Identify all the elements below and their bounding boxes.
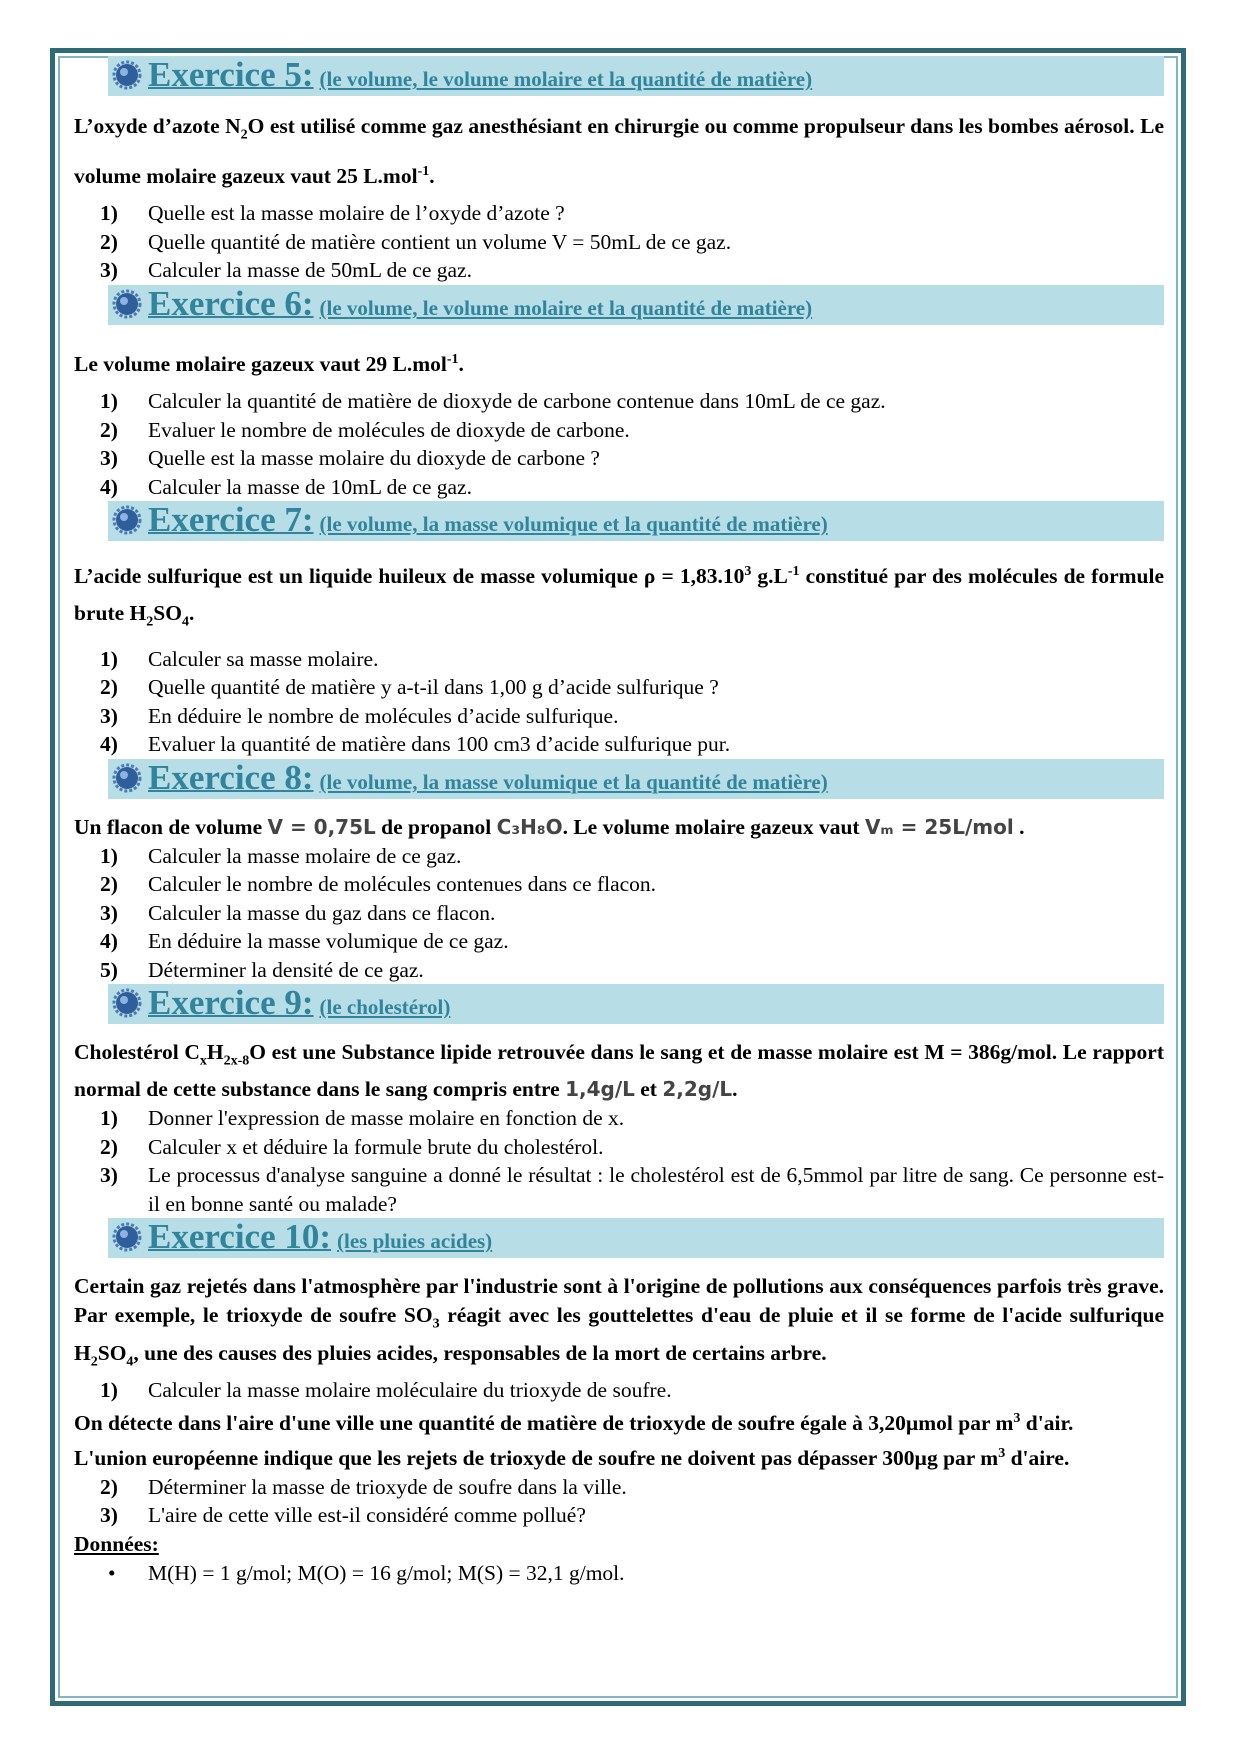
- gear-bullet-icon: [112, 763, 142, 793]
- gear-bullet-icon: [112, 289, 142, 319]
- question-item: 4) Evaluer la quantité de matière dans 100 cm3 d’acide sulfurique pur.: [100, 732, 731, 757]
- question-item: 2) Calculer x et déduire la formule brute du cholestérol.: [100, 1134, 604, 1159]
- exercise-10-paragraph-2: On détecte dans l'aire d'une ville une quantité de matière de trioxyde de soufre égale à 3,20µmol par $m^3$ d'air.: [74, 1411, 1074, 1436]
- exercise-9-intro: Cholestérol $C_xH_{2x-8}O$ est une Substance lipide retrouvée dans le sang et de masse molaire est M = 386g/mol. Le rapport normal de cette substance dans le sang compris entre 1,4g/L et 2,2g/L.: [74, 1040, 1164, 1102]
- exercise-10-intro: Certain gaz rejetés dans l'atmosphère par l'industrie sont à l'origine de pollutions aux conséquences parfois très grave. Par exemple, le trioxyde de soufre $SO_3$ réagit avec les gouttelettes d'eau de pluie et il se forme de l'acide sulfurique $H_2SO_4$, une des causes des pluies acides, responsables de la mort de certains arbre.: [74, 1274, 1164, 1369]
- exercise-subtitle: (le volume, la masse volumique et la quantité de matière): [319, 512, 828, 537]
- question-item: 3) L'aire de cette ville est-il considéré comme pollué?: [100, 1503, 586, 1528]
- question-item: 2) Déterminer la masse de trioxyde de soufre dans la ville.: [100, 1474, 627, 1499]
- exercise-6-header: [108, 285, 1164, 325]
- exercise-8-questions: [74, 842, 1164, 985]
- gear-bullet-icon: [112, 60, 142, 90]
- exercise-title: Exercice 7:: [148, 500, 314, 540]
- exercise-subtitle: (le volume, le volume molaire et la quantité de matière): [319, 295, 813, 320]
- question-item: 3) Le processus d'analyse sanguine a donné le résultat : le cholestérol est de 6,5mmol par litre de sang. Ce personne est-il en bonne santé ou malade?: [100, 1163, 1164, 1216]
- exercise-9-header: [108, 984, 1164, 1024]
- gear-bullet-icon: [112, 505, 142, 535]
- question-item: 4) Calculer la masse de 10mL de ce gaz.: [100, 474, 472, 499]
- exercise-5-questions: [74, 199, 1164, 285]
- question-item: 3) Calculer la masse de 50mL de ce gaz.: [100, 258, 472, 283]
- question-item: 2) Quelle quantité de matière contient un volume V = 50mL de ce gaz.: [100, 229, 732, 254]
- exercise-10-paragraph-3: L'union européenne indique que les rejets de trioxyde de soufre ne doivent pas dépasser 300µg par $m^3$ d'aire.: [74, 1445, 1070, 1470]
- exercise-9-questions: [74, 1104, 1164, 1218]
- exercise-subtitle: (le volume, la masse volumique et la quantité de matière): [319, 769, 828, 794]
- question-item: 2) Quelle quantité de matière y a-t-il dans 1,00 g d’acide sulfurique ?: [100, 675, 719, 700]
- exercise-6-questions: [74, 387, 1164, 501]
- exercise-6-intro: Le volume molaire gazeux vaut 29 L.mol$^{-1}$.: [74, 351, 464, 377]
- question-item: 4) En déduire la masse volumique de ce gaz.: [100, 929, 509, 954]
- exercise-8-intro: Un flacon de volume V = 0,75L de propanol C₃H₈O. Le volume molaire gazeux vaut Vₘ = 25L/mol .: [74, 814, 1025, 839]
- donnees-text: M(H) = 1 g/mol; M(O) = 16 g/mol; M(S) = 32,1 g/mol.: [148, 1560, 625, 1585]
- gear-bullet-icon: [112, 1222, 142, 1252]
- exercise-subtitle: (le cholestérol): [319, 995, 451, 1020]
- exercise-5-header: [108, 56, 1164, 96]
- exercise-title: Exercice 9:: [148, 983, 314, 1023]
- exercise-title: Exercice 5:: [148, 55, 314, 94]
- gear-bullet-icon: [112, 988, 142, 1018]
- exercise-10-question-1: [74, 1376, 1164, 1405]
- question-item: 1) Calculer sa masse molaire.: [100, 646, 379, 671]
- question-item: 3) Quelle est la masse molaire du dioxyde de carbone ?: [100, 446, 600, 471]
- exercise-title: Exercice 8:: [148, 757, 314, 797]
- exercise-title: Exercice 6:: [148, 283, 314, 323]
- exercise-10-header: [108, 1218, 1164, 1258]
- question-item: 1) Calculer la masse molaire moléculaire du trioxyde de soufre.: [100, 1377, 672, 1402]
- question-item: 5) Déterminer la densité de ce gaz.: [100, 957, 424, 982]
- question-item: 1) Calculer la masse molaire de ce gaz.: [100, 843, 462, 868]
- question-item: 3) En déduire le nombre de molécules d’acide sulfurique.: [100, 703, 619, 728]
- exercise-10-questions: [74, 1473, 1164, 1530]
- question-item: 1) Quelle est la masse molaire de l’oxyde d’azote ?: [100, 201, 565, 226]
- question-item: 3) Calculer la masse du gaz dans ce flacon.: [100, 900, 496, 925]
- exercise-8-header: [108, 759, 1164, 799]
- question-item: 2) Evaluer le nombre de molécules de dioxyde de carbone.: [100, 417, 630, 442]
- bullet: •: [108, 1560, 116, 1585]
- exercise-7-header: [108, 501, 1164, 541]
- exercise-7-questions: [74, 645, 1164, 759]
- donnees-label: Données:: [74, 1531, 159, 1556]
- question-item: 1) Donner l'expression de masse molaire en fonction de x.: [100, 1106, 625, 1131]
- donnees-item: [74, 1558, 1164, 1588]
- question-item: 2) Calculer le nombre de molécules contenues dans ce flacon.: [100, 872, 657, 897]
- exercise-subtitle: (les pluies acides): [337, 1229, 493, 1254]
- worksheet-content: [74, 56, 1164, 1588]
- question-item: 1) Calculer la quantité de matière de dioxyde de carbone contenue dans 10mL de ce gaz.: [100, 389, 886, 414]
- exercise-subtitle: (le volume, le volume molaire et la quantité de matière): [319, 67, 813, 91]
- exercise-5-intro: L’oxyde d’azote $N_2O$ est utilisé comme gaz anesthésiant en chirurgie ou comme propulseur dans les bombes aérosol. Le volume molaire gazeux vaut 25 L.mol$^{-1}$.: [74, 114, 1165, 189]
- exercise-title: Exercice 10:: [148, 1217, 332, 1257]
- exercise-7-intro: L’acide sulfurique est un liquide huileux de masse volumique $\rho = 1,83.10^3$ $g.L^{-1}$ constitué par des molécules de formule brute $H_2SO_4$.: [74, 564, 1165, 630]
